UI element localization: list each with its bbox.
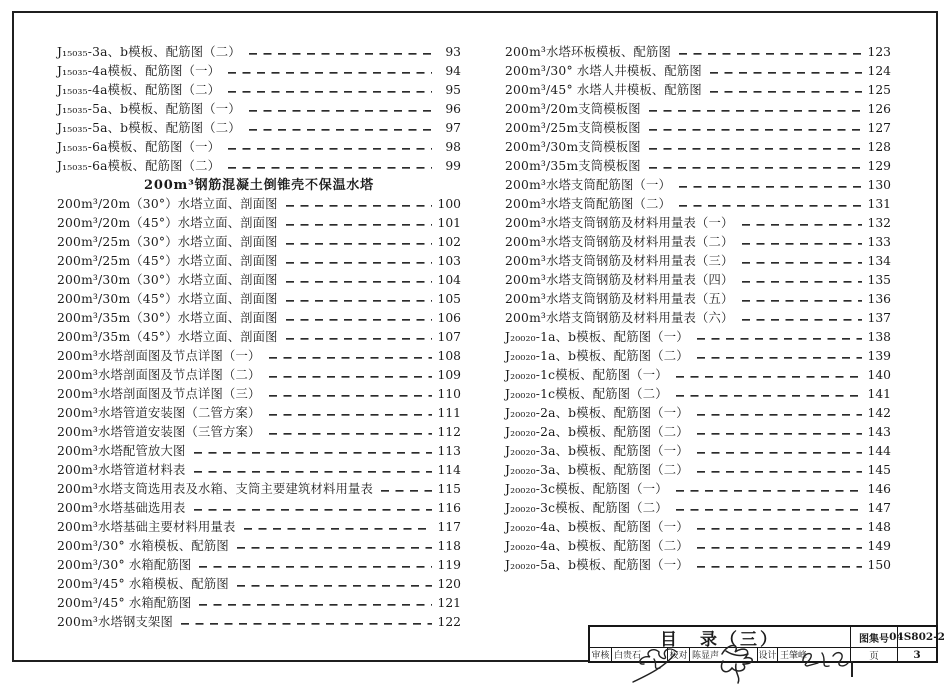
toc-entry-label: J₂₀₀₂₀-3a、b模板、配筋图（二）	[505, 463, 689, 477]
dash-leader	[194, 442, 432, 461]
dash-leader	[286, 309, 432, 328]
dash-leader	[286, 195, 432, 214]
toc-entry-label: 200m³水塔配管放大图	[57, 444, 186, 458]
dash-leader	[237, 575, 432, 594]
page-number: 3	[913, 648, 921, 661]
toc-page-number: 105	[437, 292, 461, 306]
toc-page-number: 130	[867, 178, 891, 192]
toc-entry	[57, 252, 461, 271]
toc-page-number: 98	[445, 140, 461, 154]
toc-entry	[505, 271, 891, 290]
toc-entry-label: 200m³水塔支筒配筋图（一）	[505, 178, 672, 192]
toc-entry-label: 200m³水塔管道安装图（三管方案）	[57, 425, 261, 439]
toc-entry-label: 200m³水塔支筒钢筋及材料用量表（四）	[505, 273, 734, 287]
dash-leader	[286, 233, 432, 252]
toc-entry	[505, 81, 891, 100]
toc-entry-label: 200m³水塔支筒钢筋及材料用量表（五）	[505, 292, 734, 306]
toc-entry-label: J₂₀₀₂₀-5a、b模板、配筋图（一）	[505, 558, 689, 572]
toc-entry	[505, 195, 891, 214]
dash-leader	[244, 518, 432, 537]
toc-page-number: 97	[445, 121, 461, 135]
toc-entry	[505, 100, 891, 119]
reviewer-label: 审核	[590, 648, 612, 661]
toc-entry-label: 200m³水塔基础主要材料用量表	[57, 520, 236, 534]
dash-leader	[697, 328, 862, 347]
toc-entry	[505, 252, 891, 271]
proofreader-signature	[713, 639, 763, 685]
toc-entry	[57, 347, 461, 366]
dash-leader	[286, 214, 432, 233]
toc-entry	[57, 385, 461, 404]
toc-entry-label: J₂₀₀₂₀-4a、b模板、配筋图（二）	[505, 539, 689, 553]
toc-entry-label: 200m³水塔环板模板、配筋图	[505, 45, 672, 59]
toc-page-number: 136	[867, 292, 891, 306]
dash-leader	[269, 404, 432, 423]
toc-entry-label: J₂₀₀₂₀-3a、b模板、配筋图（一）	[505, 444, 689, 458]
dash-leader	[249, 100, 432, 119]
toc-entry	[505, 366, 891, 385]
toc-page-number: 103	[437, 254, 461, 268]
dash-leader	[697, 556, 862, 575]
proofreader-label: 校对	[668, 648, 690, 661]
toc-page-number: 142	[867, 406, 891, 420]
toc-page-number: 121	[437, 596, 461, 610]
toc-entry	[57, 214, 461, 233]
toc-entry-label: 200m³/30m（45°）水塔立面、剖面图	[57, 292, 278, 306]
toc-entry-label: J₁₅₀₃₅-4a模板、配筋图（二）	[57, 83, 221, 97]
toc-entry-label: J₂₀₀₂₀-3c模板、配筋图（二）	[505, 501, 668, 515]
dash-leader	[742, 233, 862, 252]
dash-leader	[228, 81, 432, 100]
dash-leader	[697, 347, 862, 366]
toc-entry-label: J₁₅₀₃₅-6a模板、配筋图（二）	[57, 159, 221, 173]
toc-entry	[57, 100, 461, 119]
toc-entry-label: 200m³水塔支筒钢筋及材料用量表（三）	[505, 254, 734, 268]
toc-entry	[57, 271, 461, 290]
dash-leader	[286, 271, 432, 290]
dash-leader	[676, 499, 862, 518]
toc-entry-label: 200m³水塔钢支架图	[57, 615, 174, 629]
toc-entry	[57, 43, 461, 62]
toc-entry-label: J₂₀₀₂₀-4a、b模板、配筋图（一）	[505, 520, 689, 534]
toc-left-column	[57, 43, 461, 632]
toc-entry-label: J₂₀₀₂₀-2a、b模板、配筋图（二）	[505, 425, 689, 439]
toc-page-number: 109	[437, 368, 461, 382]
dash-leader	[697, 537, 862, 556]
toc-entry	[505, 328, 891, 347]
dash-leader	[249, 119, 432, 138]
dash-leader	[710, 81, 862, 100]
toc-entry	[505, 556, 891, 575]
toc-page-number: 149	[867, 539, 891, 553]
toc-entry-label: 200m³水塔剖面图及节点详图（三）	[57, 387, 261, 401]
toc-page-number: 107	[437, 330, 461, 344]
toc-entry-label: J₁₅₀₃₅-3a、b模板、配筋图（二）	[57, 45, 241, 59]
toc-entry-label: 200m³水塔支筒配筋图（二）	[505, 197, 672, 211]
toc-entry-label: J₂₀₀₂₀-2a、b模板、配筋图（一）	[505, 406, 689, 420]
toc-entry-label: 200m³/20m（45°）水塔立面、剖面图	[57, 216, 278, 230]
dash-leader	[676, 385, 862, 404]
toc-entry-label: J₂₀₀₂₀-1c模板、配筋图（二）	[505, 387, 668, 401]
toc-entry-label: 200m³/30m支筒模板图	[505, 140, 641, 154]
dash-leader	[286, 252, 432, 271]
toc-entry	[505, 157, 891, 176]
toc-page-number: 144	[867, 444, 891, 458]
toc-entry	[505, 518, 891, 537]
toc-page-number: 115	[437, 482, 461, 496]
toc-entry-label: J₁₅₀₃₅-5a、b模板、配筋图（二）	[57, 121, 241, 135]
toc-entry	[505, 499, 891, 518]
toc-entry-label: 200m³水塔管道材料表	[57, 463, 186, 477]
toc-entry	[505, 385, 891, 404]
toc-page-number: 119	[437, 558, 461, 572]
dash-leader	[269, 347, 432, 366]
toc-entry-label: 200m³/35m（45°）水塔立面、剖面图	[57, 330, 278, 344]
toc-page-number: 148	[867, 520, 891, 534]
toc-page-number: 145	[867, 463, 891, 477]
dash-leader	[697, 461, 862, 480]
dash-leader	[697, 442, 862, 461]
toc-entry-label: 200m³/35m（30°）水塔立面、剖面图	[57, 311, 278, 325]
toc-page-number: 96	[445, 102, 461, 116]
dash-leader	[742, 271, 862, 290]
dash-leader	[649, 157, 862, 176]
dash-leader	[237, 537, 432, 556]
dash-leader	[697, 518, 862, 537]
toc-entry-label: J₂₀₀₂₀-3c模板、配筋图（一）	[505, 482, 668, 496]
toc-entry-label: 200m³水塔基础选用表	[57, 501, 186, 515]
toc-entry-label: 200m³水塔剖面图及节点详图（一）	[57, 349, 261, 363]
dash-leader	[679, 176, 862, 195]
dash-leader	[381, 480, 432, 499]
toc-page-number: 147	[867, 501, 891, 515]
toc-entry-label: 200m³水塔剖面图及节点详图（二）	[57, 368, 261, 382]
toc-entry	[57, 157, 461, 176]
toc-entry	[505, 423, 891, 442]
toc-page-number: 132	[867, 216, 891, 230]
toc-entry-label: 200m³/45° 水箱配筋图	[57, 596, 192, 610]
toc-page-number: 116	[437, 501, 461, 515]
toc-entry-label: 200m³/30° 水箱配筋图	[57, 558, 192, 572]
page-label: 页	[851, 648, 898, 661]
dash-leader	[228, 157, 432, 176]
dash-leader	[228, 138, 432, 157]
toc-entry	[505, 347, 891, 366]
dash-leader	[649, 138, 862, 157]
toc-page-number: 93	[445, 45, 461, 59]
toc-entry	[505, 404, 891, 423]
toc-entry	[505, 480, 891, 499]
fold-mark-tick	[851, 661, 853, 677]
dash-leader	[742, 214, 862, 233]
dash-leader	[181, 613, 432, 632]
toc-page-number: 133	[867, 235, 891, 249]
dash-leader	[249, 43, 432, 62]
toc-entry	[57, 442, 461, 461]
toc-page-number: 110	[437, 387, 461, 401]
toc-entry-label: 200m³/30m（30°）水塔立面、剖面图	[57, 273, 278, 287]
toc-page-number: 99	[445, 159, 461, 173]
toc-entry	[57, 62, 461, 81]
toc-entry-label: 200m³水塔支筒钢筋及材料用量表（一）	[505, 216, 734, 230]
toc-page-number: 94	[445, 64, 461, 78]
toc-page-number: 141	[867, 387, 891, 401]
toc-page-number: 102	[437, 235, 461, 249]
dash-leader	[228, 62, 432, 81]
toc-page-number: 100	[437, 197, 461, 211]
toc-page-number: 120	[437, 577, 461, 591]
toc-page-number: 146	[867, 482, 891, 496]
dash-leader	[710, 62, 862, 81]
toc-entry	[57, 195, 461, 214]
toc-page-number: 131	[867, 197, 891, 211]
toc-page-number: 111	[437, 406, 461, 420]
toc-entry	[505, 176, 891, 195]
toc-entry-label: 200m³/25m支筒模板图	[505, 121, 641, 135]
reviewer-name: 白贵石	[612, 648, 668, 661]
toc-entry	[57, 233, 461, 252]
toc-entry	[57, 537, 461, 556]
toc-page-number: 108	[437, 349, 461, 363]
toc-entry-label: 200m³/30° 水塔人井模板、配筋图	[505, 64, 702, 78]
dash-leader	[286, 328, 432, 347]
dash-leader	[269, 385, 432, 404]
toc-entry	[505, 461, 891, 480]
toc-entry	[57, 613, 461, 632]
toc-entry	[505, 214, 891, 233]
dash-leader	[194, 461, 432, 480]
toc-page-number: 128	[867, 140, 891, 154]
toc-page-number: 134	[867, 254, 891, 268]
toc-entry	[57, 518, 461, 537]
toc-entry-label: 200m³水塔支筒钢筋及材料用量表（六）	[505, 311, 734, 325]
toc-page-number: 143	[867, 425, 891, 439]
toc-entry	[57, 290, 461, 309]
dash-leader	[679, 43, 862, 62]
toc-entry	[57, 575, 461, 594]
toc-page-number: 124	[867, 64, 891, 78]
dash-leader	[194, 499, 432, 518]
toc-entry-label: 200m³水塔支筒钢筋及材料用量表（二）	[505, 235, 734, 249]
toc-entry	[57, 423, 461, 442]
toc-entry	[505, 43, 891, 62]
toc-entry-label: J₁₅₀₃₅-5a、b模板、配筋图（一）	[57, 102, 241, 116]
toc-entry	[57, 328, 461, 347]
dash-leader	[286, 290, 432, 309]
toc-entry	[505, 138, 891, 157]
dash-leader	[742, 309, 862, 328]
toc-entry-label: J₁₅₀₃₅-6a模板、配筋图（一）	[57, 140, 221, 154]
toc-page-number: 113	[437, 444, 461, 458]
toc-entry-label: 200m³/25m（45°）水塔立面、剖面图	[57, 254, 278, 268]
dash-leader	[676, 366, 862, 385]
toc-page-number: 129	[867, 159, 891, 173]
proofreader-name: 陈显声	[690, 648, 758, 661]
designer-label: 设计	[758, 648, 778, 661]
toc-entry-label: 200m³/35m支筒模板图	[505, 159, 641, 173]
toc-page-number: 125	[867, 83, 891, 97]
toc-page-number: 104	[437, 273, 461, 287]
toc-page-number: 122	[437, 615, 461, 629]
dash-leader	[199, 594, 432, 613]
toc-entry	[57, 480, 461, 499]
dash-leader	[649, 100, 862, 119]
toc-entry-label: 200m³水塔支筒选用表及水箱、支筒主要建筑材料用量表	[57, 482, 373, 496]
toc-entry	[57, 81, 461, 100]
toc-page-number: 140	[867, 368, 891, 382]
toc-entry-label: 200m³/25m（30°）水塔立面、剖面图	[57, 235, 278, 249]
dash-leader	[676, 480, 862, 499]
toc-title: 目 录（三）	[590, 627, 851, 648]
designer-name: 王肇峰	[778, 648, 851, 661]
dash-leader	[697, 404, 862, 423]
dash-leader	[649, 119, 862, 138]
toc-page-number: 118	[437, 539, 461, 553]
dash-leader	[742, 252, 862, 271]
toc-page-number: 135	[867, 273, 891, 287]
toc-entry	[505, 537, 891, 556]
toc-entry-label: J₂₀₀₂₀-1c模板、配筋图（一）	[505, 368, 668, 382]
toc-entry-label: J₂₀₀₂₀-1a、b模板、配筋图（二）	[505, 349, 689, 363]
toc-right-column	[505, 43, 891, 575]
toc-entry	[505, 62, 891, 81]
dash-leader	[697, 423, 862, 442]
toc-entry	[57, 404, 461, 423]
toc-entry-label: 200m³/45° 水塔人井模板、配筋图	[505, 83, 702, 97]
toc-page-number: 127	[867, 121, 891, 135]
toc-page-number: 114	[437, 463, 461, 477]
atlas-number-label: 图集号	[851, 627, 898, 648]
toc-page-number: 101	[437, 216, 461, 230]
toc-entry	[57, 309, 461, 328]
toc-page-number: 150	[867, 558, 891, 572]
toc-entry	[505, 290, 891, 309]
atlas-number-value: 04S802-2	[898, 627, 936, 648]
toc-entry	[57, 556, 461, 575]
toc-entry	[505, 233, 891, 252]
toc-page-number: 112	[437, 425, 461, 439]
toc-entry	[57, 366, 461, 385]
dash-leader	[679, 195, 862, 214]
toc-entry-label: 200m³水塔管道安装图（二管方案）	[57, 406, 261, 420]
dash-leader	[269, 423, 432, 442]
toc-page-number: 126	[867, 102, 891, 116]
toc-entry	[57, 119, 461, 138]
toc-entry	[505, 119, 891, 138]
designer-signature	[797, 645, 851, 675]
toc-page-number: 137	[867, 311, 891, 325]
toc-entry	[57, 594, 461, 613]
dash-leader	[269, 366, 432, 385]
toc-entry	[57, 138, 461, 157]
toc-entry	[505, 442, 891, 461]
reviewer-signature	[630, 643, 684, 689]
toc-page-number: 106	[437, 311, 461, 325]
section-heading: 200m³钢筋混凝土倒锥壳不保温水塔	[144, 178, 374, 193]
toc-entry-label: J₁₅₀₃₅-4a模板、配筋图（一）	[57, 64, 221, 78]
toc-entry-label: 200m³/20m（30°）水塔立面、剖面图	[57, 197, 278, 211]
toc-entry	[57, 499, 461, 518]
toc-page-number: 123	[867, 45, 891, 59]
toc-entry	[505, 309, 891, 328]
toc-page-number: 138	[867, 330, 891, 344]
toc-entry-label: 200m³/20m支筒模板图	[505, 102, 641, 116]
dash-leader	[199, 556, 432, 575]
dash-leader	[742, 290, 862, 309]
toc-entry-label: 200m³/45° 水箱模板、配筋图	[57, 577, 229, 591]
toc-entry-label: 200m³/30° 水箱模板、配筋图	[57, 539, 229, 553]
toc-page-number: 95	[445, 83, 461, 97]
toc-entry-label: J₂₀₀₂₀-1a、b模板、配筋图（一）	[505, 330, 689, 344]
toc-page-number: 139	[867, 349, 891, 363]
toc-page-number: 117	[437, 520, 461, 534]
toc-entry	[57, 461, 461, 480]
